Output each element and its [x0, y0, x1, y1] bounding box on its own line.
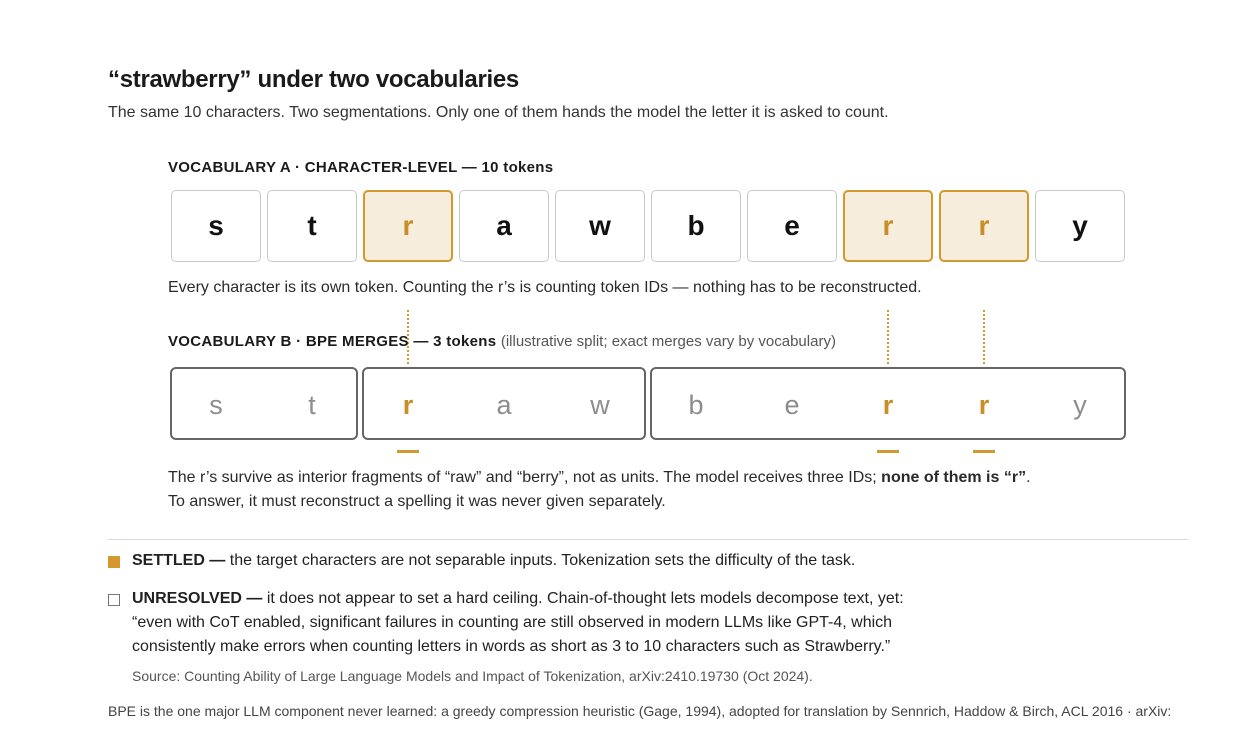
vocab-b-char: b	[688, 390, 704, 420]
vocab-b-char: e	[784, 390, 800, 420]
divider	[108, 539, 1188, 540]
vocab-a-token: r	[843, 190, 933, 262]
r-underline	[397, 450, 419, 453]
vocab-a-token: t	[267, 190, 357, 262]
unresolved-marker-icon	[108, 594, 120, 606]
vocab-b-char: t	[308, 390, 316, 420]
vocab-b-char: r	[402, 390, 414, 420]
alignment-guide-line	[887, 310, 889, 364]
vocab-b-caption-emphasis: none of them is “r”	[881, 469, 1027, 486]
settled-text: the target characters are not separable inputs. Tokenization sets the difficulty of the task.	[229, 552, 856, 569]
vocab-a-label	[168, 159, 553, 176]
vocab-a-token: a	[459, 190, 549, 262]
vocab-b-char: r	[882, 390, 894, 420]
vocab-a-token: w	[555, 190, 645, 262]
settled-marker-icon	[108, 556, 120, 568]
vocab-b-caption-line2: To answer, it must reconstruct a spelling it was never given separately.	[168, 493, 666, 510]
vocab-a-caption: Every character is its own token. Counting the r’s is counting token IDs — nothing has to be reconstructed.	[168, 279, 922, 296]
vocab-b-note: (illustrative split; exact merges vary by vocabulary)	[500, 333, 836, 350]
vocab-b-char: a	[496, 390, 512, 420]
vocab-b-char: y	[1073, 390, 1087, 420]
vocab-a-token: r	[363, 190, 453, 262]
vocab-b-caption-text: The r’s survive as interior fragments of “raw” and “berry”, not as units. The model receives three IDs;	[168, 469, 877, 486]
vocab-b-label-text: VOCABULARY B · BPE MERGES — 3 tokens	[168, 333, 497, 350]
vocab-a-token: s	[171, 190, 261, 262]
alignment-guide-line	[983, 310, 985, 364]
unresolved-finding	[132, 590, 904, 608]
vocab-a-token: y	[1035, 190, 1125, 262]
vocab-b-caption-end: .	[1026, 469, 1031, 486]
settled-finding	[132, 552, 855, 570]
r-underline	[973, 450, 995, 453]
vocab-b-label	[168, 333, 836, 350]
r-underline	[877, 450, 899, 453]
quote-source: Source: Counting Ability of Large Language Models and Impact of Tokenization, arXiv:2410.19730 (Oct 2024).	[132, 668, 813, 684]
unresolved-text: it does not appear to set a hard ceiling. Chain-of-thought lets models decompose text, yet:	[266, 590, 904, 607]
footer-note: BPE is the one major LLM component never learned: a greedy compression heuristic (Gage, 1994), adopted for translation by Sennrich, Haddow & Birch, ACL 2016 · arXiv:	[108, 703, 1172, 719]
vocab-a-token: r	[939, 190, 1029, 262]
unresolved-label: UNRESOLVED —	[132, 590, 263, 607]
page-subtitle: The same 10 characters. Two segmentations. Only one of them hands the model the letter it is asked to count.	[108, 104, 889, 121]
vocab-b-char: w	[590, 390, 610, 420]
quote-line-1: “even with CoT enabled, significant failures in counting are still observed in modern LLMs like GPT-4, which	[132, 614, 893, 631]
vocab-b-char: s	[209, 390, 223, 420]
vocab-a-token: b	[651, 190, 741, 262]
page-title: “strawberry” under two vocabularies	[108, 66, 519, 93]
vocab-b-caption-line1	[168, 469, 1031, 487]
vocab-a-label-text: VOCABULARY A · CHARACTER-LEVEL — 10 tokens	[168, 159, 554, 176]
vocab-a-token: e	[747, 190, 837, 262]
quote-line-2: consistently make errors when counting letters in words as short as 3 to 10 characters such as Strawberry.”	[132, 638, 891, 655]
settled-label: SETTLED —	[132, 552, 226, 569]
vocab-b-char: r	[978, 390, 990, 420]
